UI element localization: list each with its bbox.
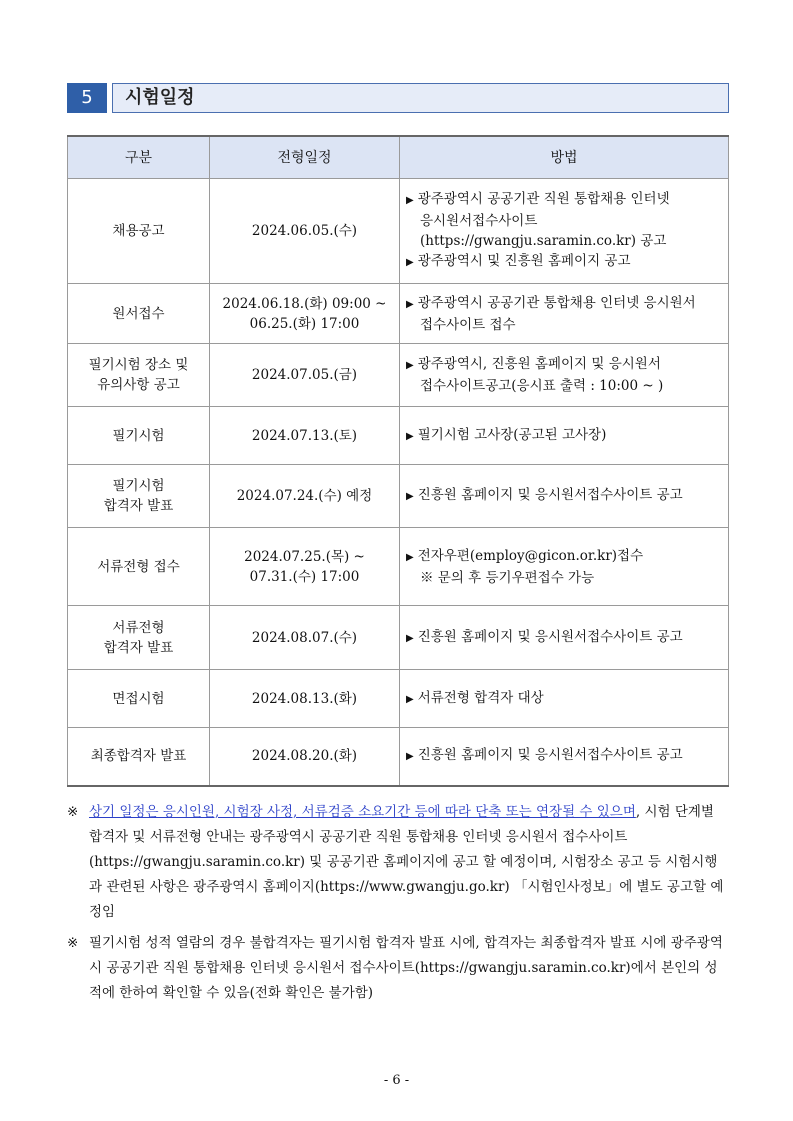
category-text: 합격자 발표 [103, 639, 174, 656]
method-line [406, 315, 722, 335]
method-text: 진흥원 홈페이지 및 응시원서접수사이트 공고 [417, 628, 683, 645]
category-text: 필기시험 장소 및 [88, 357, 189, 373]
method-text: 접수사이트 접수 [420, 316, 516, 333]
table-row [68, 407, 729, 465]
table-row [68, 284, 729, 344]
date-text: 2024.06.18.(화) 09:00 ~ [222, 295, 387, 312]
triangle-bullet-icon: ▶ [406, 360, 414, 371]
method-text: 광주광역시, 진흥원 홈페이지 및 응시원서 [417, 356, 661, 372]
category-cell [68, 465, 210, 528]
category-text: 최종합격자 발표 [90, 748, 187, 765]
note-text: 필기시험 성적 열람의 경우 불합격자는 필기시험 합격자 발표 시에, 합격자는 최종합격자 발표 시에 광주광역시 공공기관 직원 통합채용 인터넷 응시원서 접수사이트(https://gwangju.saramin.co.kr)에서 본인의 성적에 한하여 확인할 수 있음(전화 확인은 불가함) [89, 935, 723, 1001]
category-text: 채용공고 [112, 223, 165, 239]
table-row [68, 344, 729, 407]
triangle-bullet-icon: ▶ [406, 430, 414, 442]
method-text: 광주광역시 공공기관 통합채용 인터넷 응시원서 [417, 294, 696, 311]
category-text: 유의사항 공고 [97, 377, 180, 393]
date-cell [210, 465, 400, 528]
page-number: - 6 - [383, 1073, 410, 1088]
triangle-bullet-icon: ▶ [406, 751, 414, 763]
category-text: 면접시험 [112, 690, 165, 707]
triangle-bullet-icon: ▶ [406, 195, 414, 206]
section-number: 5 [67, 83, 107, 113]
method-text: 서류전형 합격자 대상 [417, 689, 544, 706]
section-header [67, 83, 729, 113]
header-category: 구분 [68, 136, 210, 179]
method-text: 광주광역시 및 진흥원 홈페이지 공고 [417, 253, 631, 269]
schedule-table [67, 135, 729, 787]
date-text: 2024.07.13.(토) [251, 427, 358, 444]
category-cell [68, 528, 210, 606]
method-line [406, 425, 722, 447]
category-cell [68, 179, 210, 284]
date-text: 2024.06.05.(수) [251, 223, 358, 239]
method-text: ※ 문의 후 등기우편접수 가능 [420, 569, 595, 586]
table-row [68, 528, 729, 606]
triangle-bullet-icon: ▶ [406, 257, 414, 268]
table-row [68, 670, 729, 728]
method-line [406, 745, 722, 767]
date-cell [210, 728, 400, 786]
category-cell [68, 606, 210, 670]
note-mark: ※ [67, 935, 79, 951]
date-text: 2024.08.13.(화) [251, 690, 358, 707]
method-cell [400, 606, 729, 670]
method-text: 전자우편(employ@gicon.or.kr)접수 [417, 547, 644, 564]
method-cell [400, 728, 729, 786]
triangle-bullet-icon: ▶ [406, 551, 414, 563]
header-method: 방법 [400, 136, 729, 179]
date-cell [210, 670, 400, 728]
note-link[interactable]: 상기 일정은 응시인원, 시험장 사정, 서류검증 소요기간 등에 따라 단축 또는 연장될 수 있으며 [89, 804, 636, 820]
date-text: 06.25.(화) 17:00 [249, 315, 360, 332]
note-2 [67, 931, 729, 1006]
table-row [68, 179, 729, 284]
header-date: 전형일정 [210, 136, 400, 179]
method-line [406, 354, 722, 376]
date-text: 2024.07.24.(수) 예정 [236, 488, 373, 504]
date-cell [210, 606, 400, 670]
method-line [406, 546, 722, 568]
table-row [68, 606, 729, 670]
category-text: 서류전형 [112, 619, 165, 636]
section-title: 시험일정 [125, 87, 195, 108]
triangle-bullet-icon: ▶ [406, 693, 414, 705]
section-title-box [112, 83, 729, 113]
method-line [406, 211, 722, 231]
method-text: 진흥원 홈페이지 및 응시원서접수사이트 공고 [417, 747, 683, 764]
method-line [406, 251, 722, 273]
method-line [406, 485, 722, 507]
notes-section [67, 800, 729, 1012]
method-line [406, 627, 722, 649]
category-text: 원서접수 [112, 305, 165, 322]
date-text: 2024.07.25.(목) ~ [244, 548, 365, 565]
category-cell [68, 670, 210, 728]
note-mark: ※ [67, 804, 79, 820]
method-cell [400, 407, 729, 465]
date-cell [210, 179, 400, 284]
method-text: 광주광역시 공공기관 직원 통합채용 인터넷 [417, 191, 670, 207]
method-cell [400, 344, 729, 407]
method-line [406, 293, 722, 315]
date-cell [210, 284, 400, 344]
category-cell [68, 284, 210, 344]
triangle-bullet-icon: ▶ [406, 298, 414, 310]
triangle-bullet-icon: ▶ [406, 632, 414, 644]
category-text: 합격자 발표 [103, 498, 174, 514]
table-row [68, 728, 729, 786]
table-row [68, 465, 729, 528]
method-text: (https://gwangju.saramin.co.kr) 공고 [420, 233, 667, 249]
note-1 [67, 800, 729, 925]
triangle-bullet-icon: ▶ [406, 491, 414, 502]
method-text: 필기시험 고사장(공고된 고사장) [417, 426, 607, 443]
date-text: 2024.07.05.(금) [251, 367, 358, 383]
date-cell [210, 344, 400, 407]
method-text: 접수사이트공고(응시표 출력 : 10:00 ~ ) [420, 378, 664, 394]
category-text: 필기시험 [112, 478, 165, 494]
method-cell [400, 670, 729, 728]
note-text: , 시험 단계별 합격자 및 서류전형 안내는 광주광역시 공공기관 직원 통합채용 인터넷 응시원서 접수사이트(https://gwangju.saramin.co.kr) 및 공공기관 홈페이지에 공고 할 예정이며, 시험장소 공고 등 시험시행과 관련된 사항은 광주광역시 홈페이지(https://www.gwangju.go.kr) 「시험인사정보」에 별도 공고할 예정임 [89, 804, 724, 920]
method-line [406, 688, 722, 710]
schedule-body [68, 179, 729, 786]
date-text: 2024.08.20.(화) [251, 748, 358, 765]
method-line [406, 376, 722, 396]
method-line [406, 231, 722, 251]
category-cell [68, 407, 210, 465]
category-cell [68, 728, 210, 786]
category-text: 필기시험 [112, 427, 165, 444]
date-cell [210, 528, 400, 606]
category-text: 서류전형 접수 [97, 558, 180, 575]
date-text: 2024.08.07.(수) [251, 629, 358, 646]
method-line [406, 189, 722, 211]
method-cell [400, 284, 729, 344]
method-line [406, 568, 722, 588]
method-cell [400, 465, 729, 528]
method-cell [400, 179, 729, 284]
table-header-row [68, 136, 729, 179]
date-cell [210, 407, 400, 465]
method-text: 응시원서접수사이트 [420, 213, 538, 229]
date-text: 07.31.(수) 17:00 [249, 568, 360, 585]
method-text: 진흥원 홈페이지 및 응시원서접수사이트 공고 [417, 487, 683, 503]
category-cell [68, 344, 210, 407]
method-cell [400, 528, 729, 606]
